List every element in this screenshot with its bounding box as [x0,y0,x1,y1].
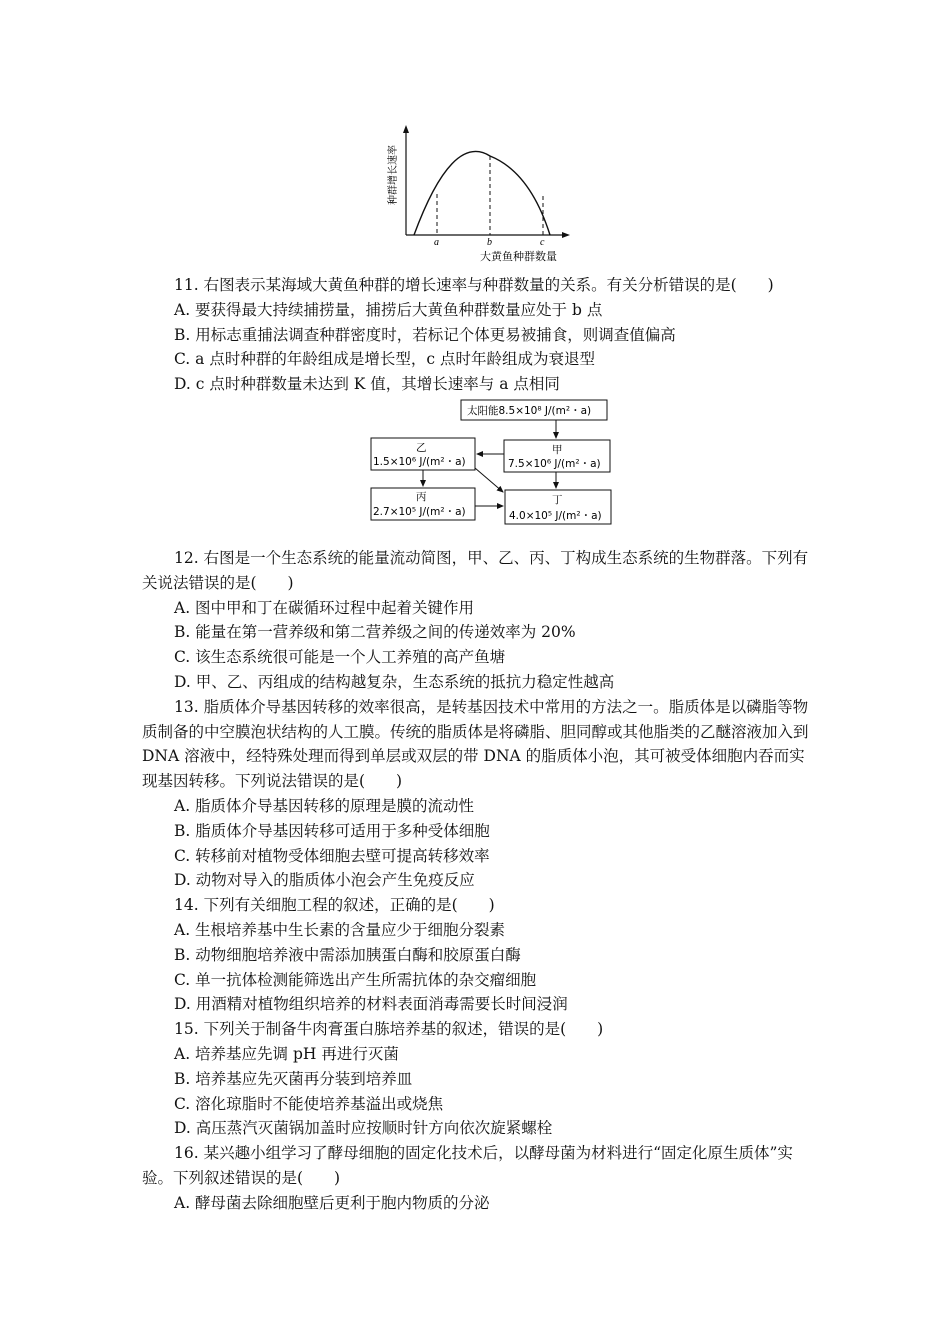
question-14-option-b: B. 动物细胞培养液中需添加胰蛋白酶和胶原蛋白酶 [174,945,521,964]
question-13-stem: 13. 脂质体介导基因转移的效率很高，是转基因技术中常用的方法之一。脂质体是以磷脂等物质制备的中空膜泡状结构的人工膜。传统的脂质体是将磷脂、胆同醇或其他脂类的乙醚溶液加入到 DNA 溶液中，经特殊处理而得到单层或双层的带 DNA 的脂质体小泡，其可被受体细胞内吞而实现基因转移。下列说法错误的是( ) [142,697,809,791]
question-11-option-c: C. a 点时种群的年龄组成是增长型，c 点时年龄组成为衰退型 [174,350,595,369]
ding-value: 4.0×10⁵ J/(m²・a) [509,510,602,522]
arrow-yi-ding [475,468,503,492]
question-12-option-b: B. 能量在第一营养级和第二营养级之间的传递效率为 20% [174,623,576,642]
x-axis-arrow [562,232,570,238]
question-11-option-b: B. 用标志重捕法调查种群密度时，若标记个体更易被捕食，则调查值偏高 [174,325,676,344]
question-14-option-c: C. 单一抗体检测能筛选出产生所需抗体的杂交瘤细胞 [174,970,537,989]
question-12 [142,546,812,695]
question-13-option-b: B. 脂质体介导基因转移可适用于多种受体细胞 [174,821,490,840]
question-14-option-a: A. 生根培养基中生长素的含量应少于细胞分裂素 [174,920,506,939]
question-11-option-d: D. c 点时种群数量未达到 K 值，其增长速率与 a 点相同 [174,375,560,394]
question-11-block [142,273,812,397]
question-16-stem: 16. 某兴趣小组学习了酵母细胞的固定化技术后，以酵母菌为材料进行“固定化原生质体”实验。下列叙述错误的是( ) [142,1144,793,1187]
energy-flow-figure [368,396,616,530]
jia-name: 甲 [552,444,563,456]
question-11-option-a: A. 要获得最大持续捕捞量，捕捞后大黄鱼种群数量应处于 b 点 [174,300,603,319]
question-15-option-a: A. 培养基应先调 pH 再进行灭菌 [174,1044,399,1063]
question-12-option-d: D. 甲、乙、丙组成的结构越复杂，生态系统的抵抗力稳定性越高 [174,672,615,691]
growth-rate-figure [370,120,600,270]
question-11-stem: 11. 右图表示某海域大黄鱼种群的增长速率与种群数量的关系。有关分析错误的是( ) [174,276,774,294]
bing-name: 丙 [416,491,427,503]
question-15-option-d: D. 高压蒸汽灭菌锅加盖时应按顺时针方向依次旋紧螺栓 [174,1119,553,1138]
question-13-option-a: A. 脂质体介导基因转移的原理是膜的流动性 [174,796,475,815]
yi-name: 乙 [416,442,427,454]
question-12-stem: 12. 右图是一个生态系统的能量流动简图，甲、乙、丙、丁构成生态系统的生物群落。下列有关说法错误的是( ) [142,549,809,592]
question-16 [142,1141,812,1215]
growth-curve [414,151,550,235]
bing-value: 2.7×10⁵ J/(m²・a) [373,506,466,518]
question-13 [142,695,812,893]
question-15-option-b: B. 培养基应先灭菌再分装到培养皿 [174,1069,413,1088]
ding-name: 丁 [552,494,563,506]
y-axis-arrow [403,125,409,133]
sun-label: 太阳能8.5×10⁸ J/(m²・a) [467,405,592,417]
question-15-stem: 15. 下列关于制备牛肉膏蛋白胨培养基的叙述，错误的是( ) [174,1020,604,1039]
jia-value: 7.5×10⁶ J/(m²・a) [508,458,601,470]
tick-a: a [434,237,439,248]
question-13-option-c: C. 转移前对植物受体细胞去壁可提高转移效率 [174,846,490,865]
energy-flow-diagram [368,396,616,530]
question-15 [142,1017,812,1141]
question-14 [142,893,812,1017]
x-axis-label: 大黄鱼种群数量 [480,250,557,263]
question-16-option-a: A. 酵母菌去除细胞壁后更利于胞内物质的分泌 [174,1193,490,1212]
tick-c: c [540,237,545,248]
question-14-stem: 14. 下列有关细胞工程的叙述，正确的是( ) [174,896,495,915]
tick-b: b [487,237,492,248]
questions-block [142,546,812,1216]
growth-rate-graph [370,120,600,270]
question-13-option-d: D. 动物对导入的脂质体小泡会产生免疫反应 [174,871,475,890]
question-12-option-c: C. 该生态系统很可能是一个人工养殖的高产鱼塘 [174,648,506,667]
question-12-option-a: A. 图中甲和丁在碳循环过程中起着关键作用 [174,598,475,617]
question-14-option-d: D. 用酒精对植物组织培养的材料表面消毒需要长时间浸润 [174,995,568,1014]
question-11 [142,273,812,397]
question-15-option-c: C. 溶化琼脂时不能使培养基溢出或烧焦 [174,1094,444,1113]
yi-value: 1.5×10⁶ J/(m²・a) [373,456,466,468]
y-axis-label: 种群增长速率 [388,145,399,205]
